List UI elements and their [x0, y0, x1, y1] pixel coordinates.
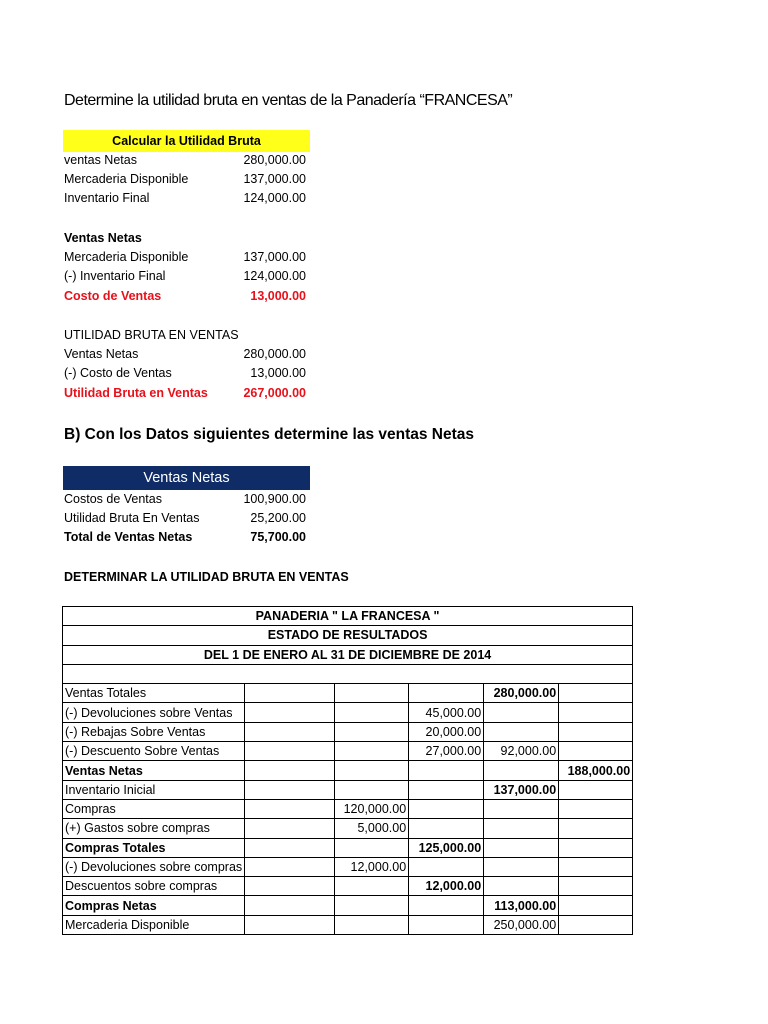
amount-cell [335, 742, 409, 761]
amount-cell: 27,000.00 [409, 742, 484, 761]
table-row [63, 722, 633, 741]
table-row [63, 838, 633, 857]
utilidad-heading: UTILIDAD BRUTA EN VENTAS [64, 328, 239, 342]
row-label: Ventas Totales [63, 684, 245, 703]
amount-cell [559, 896, 633, 915]
amount-cell: 250,000.00 [484, 915, 559, 934]
table-row [63, 742, 633, 761]
amount-cell [484, 761, 559, 780]
amount-cell [559, 819, 633, 838]
amount-cell [409, 819, 484, 838]
utilidad-bruta-header: Calcular la Utilidad Bruta [63, 130, 310, 152]
amount-cell: 45,000.00 [409, 703, 484, 722]
amount-cell [245, 799, 335, 818]
table-row [63, 799, 633, 818]
row-label: (+) Gastos sobre compras [63, 819, 245, 838]
amount-cell [409, 799, 484, 818]
list-item [64, 248, 306, 267]
page-title: Determine la utilidad bruta en ventas de la Panadería “FRANCESA” [64, 92, 513, 109]
row-label: ventas Netas [64, 153, 137, 167]
amount-cell [335, 915, 409, 934]
amount-cell [335, 780, 409, 799]
row-value: 267,000.00 [243, 386, 306, 400]
amount-cell: 280,000.00 [484, 684, 559, 703]
row-label: Mercaderia Disponible [63, 915, 245, 934]
amount-cell [409, 761, 484, 780]
table-row [63, 703, 633, 722]
amount-cell [245, 703, 335, 722]
amount-cell [335, 761, 409, 780]
row-label: (-) Devoluciones sobre Ventas [63, 703, 245, 722]
list-item [64, 151, 306, 170]
ventas-netas-heading: Ventas Netas [64, 231, 142, 245]
row-label: Ventas Netas [63, 761, 245, 780]
row-label: Compras Totales [63, 838, 245, 857]
amount-cell [409, 684, 484, 703]
amount-cell: 12,000.00 [335, 857, 409, 876]
ventas-netas-header: Ventas Netas [63, 466, 310, 490]
row-label: Utilidad Bruta En Ventas [64, 511, 200, 525]
amount-cell [335, 722, 409, 741]
list-item [64, 490, 306, 509]
amount-cell: 125,000.00 [409, 838, 484, 857]
estado-de-resultados-table [62, 606, 633, 935]
row-label: Mercaderia Disponible [64, 172, 189, 186]
row-label: Inventario Final [64, 191, 150, 205]
amount-cell [484, 838, 559, 857]
amount-cell [245, 819, 335, 838]
amount-cell [335, 838, 409, 857]
amount-cell [559, 722, 633, 741]
amount-cell [335, 684, 409, 703]
row-label: Compras [63, 799, 245, 818]
row-label: Costos de Ventas [64, 492, 162, 506]
row-label: (-) Inventario Final [64, 269, 166, 283]
amount-cell [559, 799, 633, 818]
amount-cell [559, 915, 633, 934]
amount-cell: 20,000.00 [409, 722, 484, 741]
amount-cell [335, 877, 409, 896]
row-label: Inventario Inicial [63, 780, 245, 799]
section-b-title: B) Con los Datos siguientes determine las ventas Netas [64, 426, 475, 443]
table-row [63, 915, 633, 934]
amount-cell [559, 703, 633, 722]
amount-cell [484, 722, 559, 741]
table-row [63, 761, 633, 780]
row-label: Costo de Ventas [64, 289, 162, 303]
amount-cell: 92,000.00 [484, 742, 559, 761]
statement-title: ESTADO DE RESULTADOS [63, 626, 633, 645]
amount-cell: 120,000.00 [335, 799, 409, 818]
row-label: (-) Devoluciones sobre compras [63, 857, 245, 876]
amount-cell [245, 722, 335, 741]
list-item [64, 509, 306, 528]
table-row [63, 896, 633, 915]
amount-cell [559, 742, 633, 761]
amount-cell [559, 877, 633, 896]
utilidad-bruta-row [64, 384, 306, 403]
statement-period: DEL 1 DE ENERO AL 31 DE DICIEMBRE DE 2014 [63, 645, 633, 664]
amount-cell: 12,000.00 [409, 877, 484, 896]
table-row [63, 877, 633, 896]
list-item [64, 189, 306, 208]
list-item [64, 345, 306, 364]
amount-cell [335, 703, 409, 722]
amount-cell [484, 877, 559, 896]
table-header-row [63, 607, 633, 626]
total-ventas-netas-row [64, 528, 306, 547]
row-value: 137,000.00 [243, 172, 306, 186]
table-row [63, 819, 633, 838]
row-value: 280,000.00 [243, 347, 306, 361]
amount-cell [245, 780, 335, 799]
table-row [63, 684, 633, 703]
amount-cell [245, 915, 335, 934]
amount-cell [484, 819, 559, 838]
row-value: 137,000.00 [243, 250, 306, 264]
amount-cell [245, 877, 335, 896]
company-name: PANADERIA " LA FRANCESA " [63, 607, 633, 626]
list-item [64, 170, 306, 189]
amount-cell [245, 761, 335, 780]
row-value: 100,900.00 [243, 492, 306, 506]
list-item [64, 267, 306, 286]
row-value: 280,000.00 [243, 153, 306, 167]
amount-cell [559, 857, 633, 876]
table-spacer-row [63, 664, 633, 683]
amount-cell [245, 838, 335, 857]
row-label: Descuentos sobre compras [63, 877, 245, 896]
table-row [63, 857, 633, 876]
row-label: (-) Costo de Ventas [64, 366, 172, 380]
amount-cell [409, 896, 484, 915]
list-item [64, 364, 306, 383]
amount-cell [484, 703, 559, 722]
row-label: Utilidad Bruta en Ventas [64, 386, 208, 400]
row-value: 13,000.00 [250, 289, 306, 303]
row-label: (-) Descuento Sobre Ventas [63, 742, 245, 761]
amount-cell: 113,000.00 [484, 896, 559, 915]
amount-cell [559, 684, 633, 703]
amount-cell [335, 896, 409, 915]
row-label: Compras Netas [63, 896, 245, 915]
table-row [63, 780, 633, 799]
amount-cell [409, 857, 484, 876]
row-value: 124,000.00 [243, 269, 306, 283]
row-label: Total de Ventas Netas [64, 530, 193, 544]
row-value: 124,000.00 [243, 191, 306, 205]
amount-cell: 137,000.00 [484, 780, 559, 799]
row-label: Ventas Netas [64, 347, 139, 361]
row-value: 25,200.00 [250, 511, 306, 525]
row-value: 75,700.00 [250, 530, 306, 544]
amount-cell [484, 799, 559, 818]
amount-cell [245, 896, 335, 915]
amount-cell [559, 780, 633, 799]
amount-cell [245, 684, 335, 703]
amount-cell: 188,000.00 [559, 761, 633, 780]
amount-cell [245, 742, 335, 761]
amount-cell [484, 857, 559, 876]
amount-cell [409, 780, 484, 799]
row-value: 13,000.00 [250, 366, 306, 380]
amount-cell [559, 838, 633, 857]
row-label: (-) Rebajas Sobre Ventas [63, 722, 245, 741]
row-label: Mercaderia Disponible [64, 250, 189, 264]
section-c-title: DETERMINAR LA UTILIDAD BRUTA EN VENTAS [64, 570, 349, 584]
amount-cell [245, 857, 335, 876]
table-header-row [63, 645, 633, 664]
amount-cell [409, 915, 484, 934]
costo-de-ventas-row [64, 287, 306, 306]
table-header-row [63, 626, 633, 645]
amount-cell: 5,000.00 [335, 819, 409, 838]
